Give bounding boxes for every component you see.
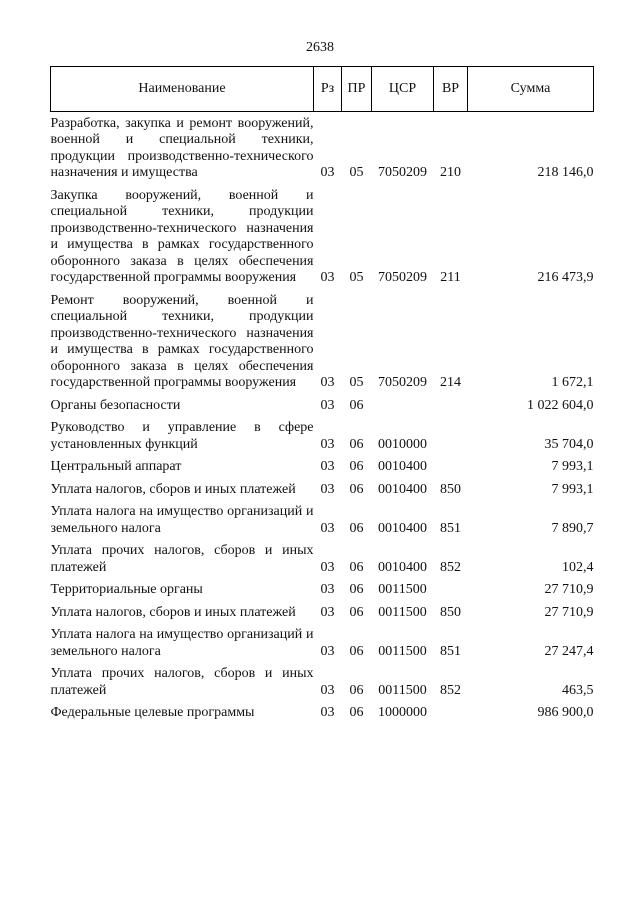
cell-sum: 463,5 — [562, 682, 594, 698]
cell-rz: 03 — [320, 436, 335, 452]
table-row — [51, 420, 594, 453]
cell-vr — [434, 398, 468, 415]
header-name: Наименование — [51, 67, 314, 112]
cell-sum: 216 473,9 — [537, 270, 594, 285]
header-csr: ЦСР — [372, 67, 434, 112]
cell-pr: 06 — [349, 705, 364, 720]
cell-name: Уплата прочих налогов, сборов и иных платежей — [50, 543, 314, 575]
cell-name: Федеральные целевые программы — [50, 705, 255, 720]
cell-rz: 03 — [320, 705, 335, 720]
cell-csr: 0010400 — [378, 520, 427, 536]
table-row — [51, 504, 594, 537]
cell-sum: 7 993,1 — [551, 481, 594, 497]
cell-csr: 0010400 — [378, 481, 427, 497]
cell-pr: 06 — [349, 459, 364, 474]
header-rz: Рз — [314, 67, 342, 112]
cell-vr: 851 — [440, 520, 461, 536]
table-row — [51, 582, 594, 599]
cell-rz: 03 — [320, 270, 335, 285]
table-row — [51, 482, 594, 499]
cell-name: Центральный аппарат — [50, 459, 182, 474]
table-row — [51, 459, 594, 476]
cell-pr: 05 — [349, 270, 364, 285]
budget-table — [50, 66, 594, 728]
cell-pr: 06 — [349, 436, 364, 452]
cell-pr: 05 — [349, 165, 364, 180]
cell-pr: 06 — [349, 520, 364, 536]
cell-pr: 06 — [349, 559, 364, 575]
cell-sum: 218 146,0 — [537, 165, 594, 180]
header-vr: ВР — [434, 67, 468, 112]
cell-csr: 7050209 — [378, 165, 427, 180]
cell-csr: 0011500 — [378, 604, 427, 620]
cell-vr: 211 — [440, 270, 461, 285]
cell-sum: 986 900,0 — [537, 705, 594, 720]
cell-csr: 0010400 — [378, 459, 427, 474]
cell-name: Уплата налога на имущество организаций и земельного налога — [50, 627, 314, 659]
cell-sum: 27 247,4 — [544, 643, 594, 659]
cell-name: Закупка вооружений, военной и специальной техники, продукции производственно-технического назначения и имущества в рамках государственного оборонного заказа в целях обеспечения государственной программы вооружения — [50, 187, 314, 285]
table-header — [51, 67, 594, 112]
cell-name: Уплата налогов, сборов и иных платежей — [50, 481, 296, 497]
cell-csr: 0010400 — [378, 559, 427, 575]
header-sum: Сумма — [468, 67, 594, 112]
cell-pr: 06 — [349, 397, 364, 413]
cell-name: Уплата налога на имущество организаций и земельного налога — [50, 504, 314, 536]
table-row — [51, 705, 594, 722]
cell-rz: 03 — [320, 165, 335, 180]
cell-rz: 03 — [320, 459, 335, 474]
cell-rz: 03 — [320, 375, 335, 390]
cell-pr: 06 — [349, 481, 364, 497]
table-row — [51, 605, 594, 622]
cell-name: Ремонт вооружений, военной и специальной техники, продукции производственно-технического назначения и имущества в рамках государственного оборонного заказа в целях обеспечения государственной программы вооружения — [50, 292, 314, 390]
cell-name: Территориальные органы — [50, 582, 203, 597]
cell-name: Органы безопасности — [50, 397, 181, 413]
cell-csr: 0011500 — [378, 682, 427, 698]
cell-vr — [434, 582, 468, 599]
table-row — [51, 188, 594, 287]
cell-vr: 852 — [440, 682, 461, 698]
cell-sum: 1 022 604,0 — [527, 397, 594, 413]
cell-pr: 06 — [349, 643, 364, 659]
cell-csr: 7050209 — [378, 375, 427, 390]
cell-rz: 03 — [320, 582, 335, 597]
cell-rz: 03 — [320, 643, 335, 659]
header-pr: ПР — [342, 67, 372, 112]
cell-rz: 03 — [320, 604, 335, 620]
cell-vr: 210 — [440, 165, 461, 180]
cell-pr: 05 — [349, 375, 364, 390]
cell-name: Разработка, закупка и ремонт вооружений, военной и специальной техники, продукции производственно-технического назначения и имущества — [50, 115, 314, 180]
table-body — [51, 112, 594, 728]
cell-csr: 1000000 — [378, 705, 427, 720]
cell-vr — [434, 459, 468, 476]
table-row — [51, 543, 594, 576]
cell-vr — [434, 420, 468, 453]
cell-rz: 03 — [320, 682, 335, 698]
cell-vr: 850 — [440, 481, 461, 497]
cell-vr — [434, 705, 468, 722]
cell-vr: 850 — [440, 604, 461, 620]
cell-name: Уплата налогов, сборов и иных платежей — [50, 604, 296, 620]
table-row — [51, 627, 594, 660]
cell-pr: 06 — [349, 682, 364, 698]
cell-pr: 06 — [349, 582, 364, 597]
cell-sum: 35 704,0 — [544, 436, 594, 452]
cell-pr: 06 — [349, 604, 364, 620]
table-row — [51, 112, 594, 182]
cell-rz: 03 — [320, 559, 335, 575]
page-number: 2638 — [306, 40, 334, 55]
cell-csr: 0011500 — [378, 643, 427, 659]
table-row — [51, 666, 594, 699]
cell-sum: 102,4 — [562, 559, 594, 575]
row-spacer — [51, 722, 594, 728]
table-row — [51, 398, 594, 415]
cell-sum: 27 710,9 — [544, 582, 594, 597]
cell-sum: 7 993,1 — [551, 459, 594, 474]
cell-rz: 03 — [320, 481, 335, 497]
cell-rz: 03 — [320, 520, 335, 536]
cell-vr: 852 — [440, 559, 461, 575]
cell-csr — [372, 398, 434, 415]
cell-sum: 27 710,9 — [544, 604, 594, 620]
cell-name: Уплата прочих налогов, сборов и иных платежей — [50, 666, 314, 698]
cell-vr: 851 — [440, 643, 461, 659]
cell-csr: 7050209 — [378, 270, 427, 285]
cell-sum: 7 890,7 — [551, 520, 594, 536]
cell-vr: 214 — [440, 375, 461, 390]
cell-csr: 0011500 — [378, 582, 427, 597]
table-row — [51, 293, 594, 392]
cell-rz: 03 — [320, 397, 335, 413]
cell-sum: 1 672,1 — [551, 375, 594, 390]
row-spacer-cell — [51, 722, 594, 728]
cell-csr: 0010000 — [378, 436, 427, 452]
cell-name: Руководство и управление в сфере установленных функций — [50, 420, 314, 452]
